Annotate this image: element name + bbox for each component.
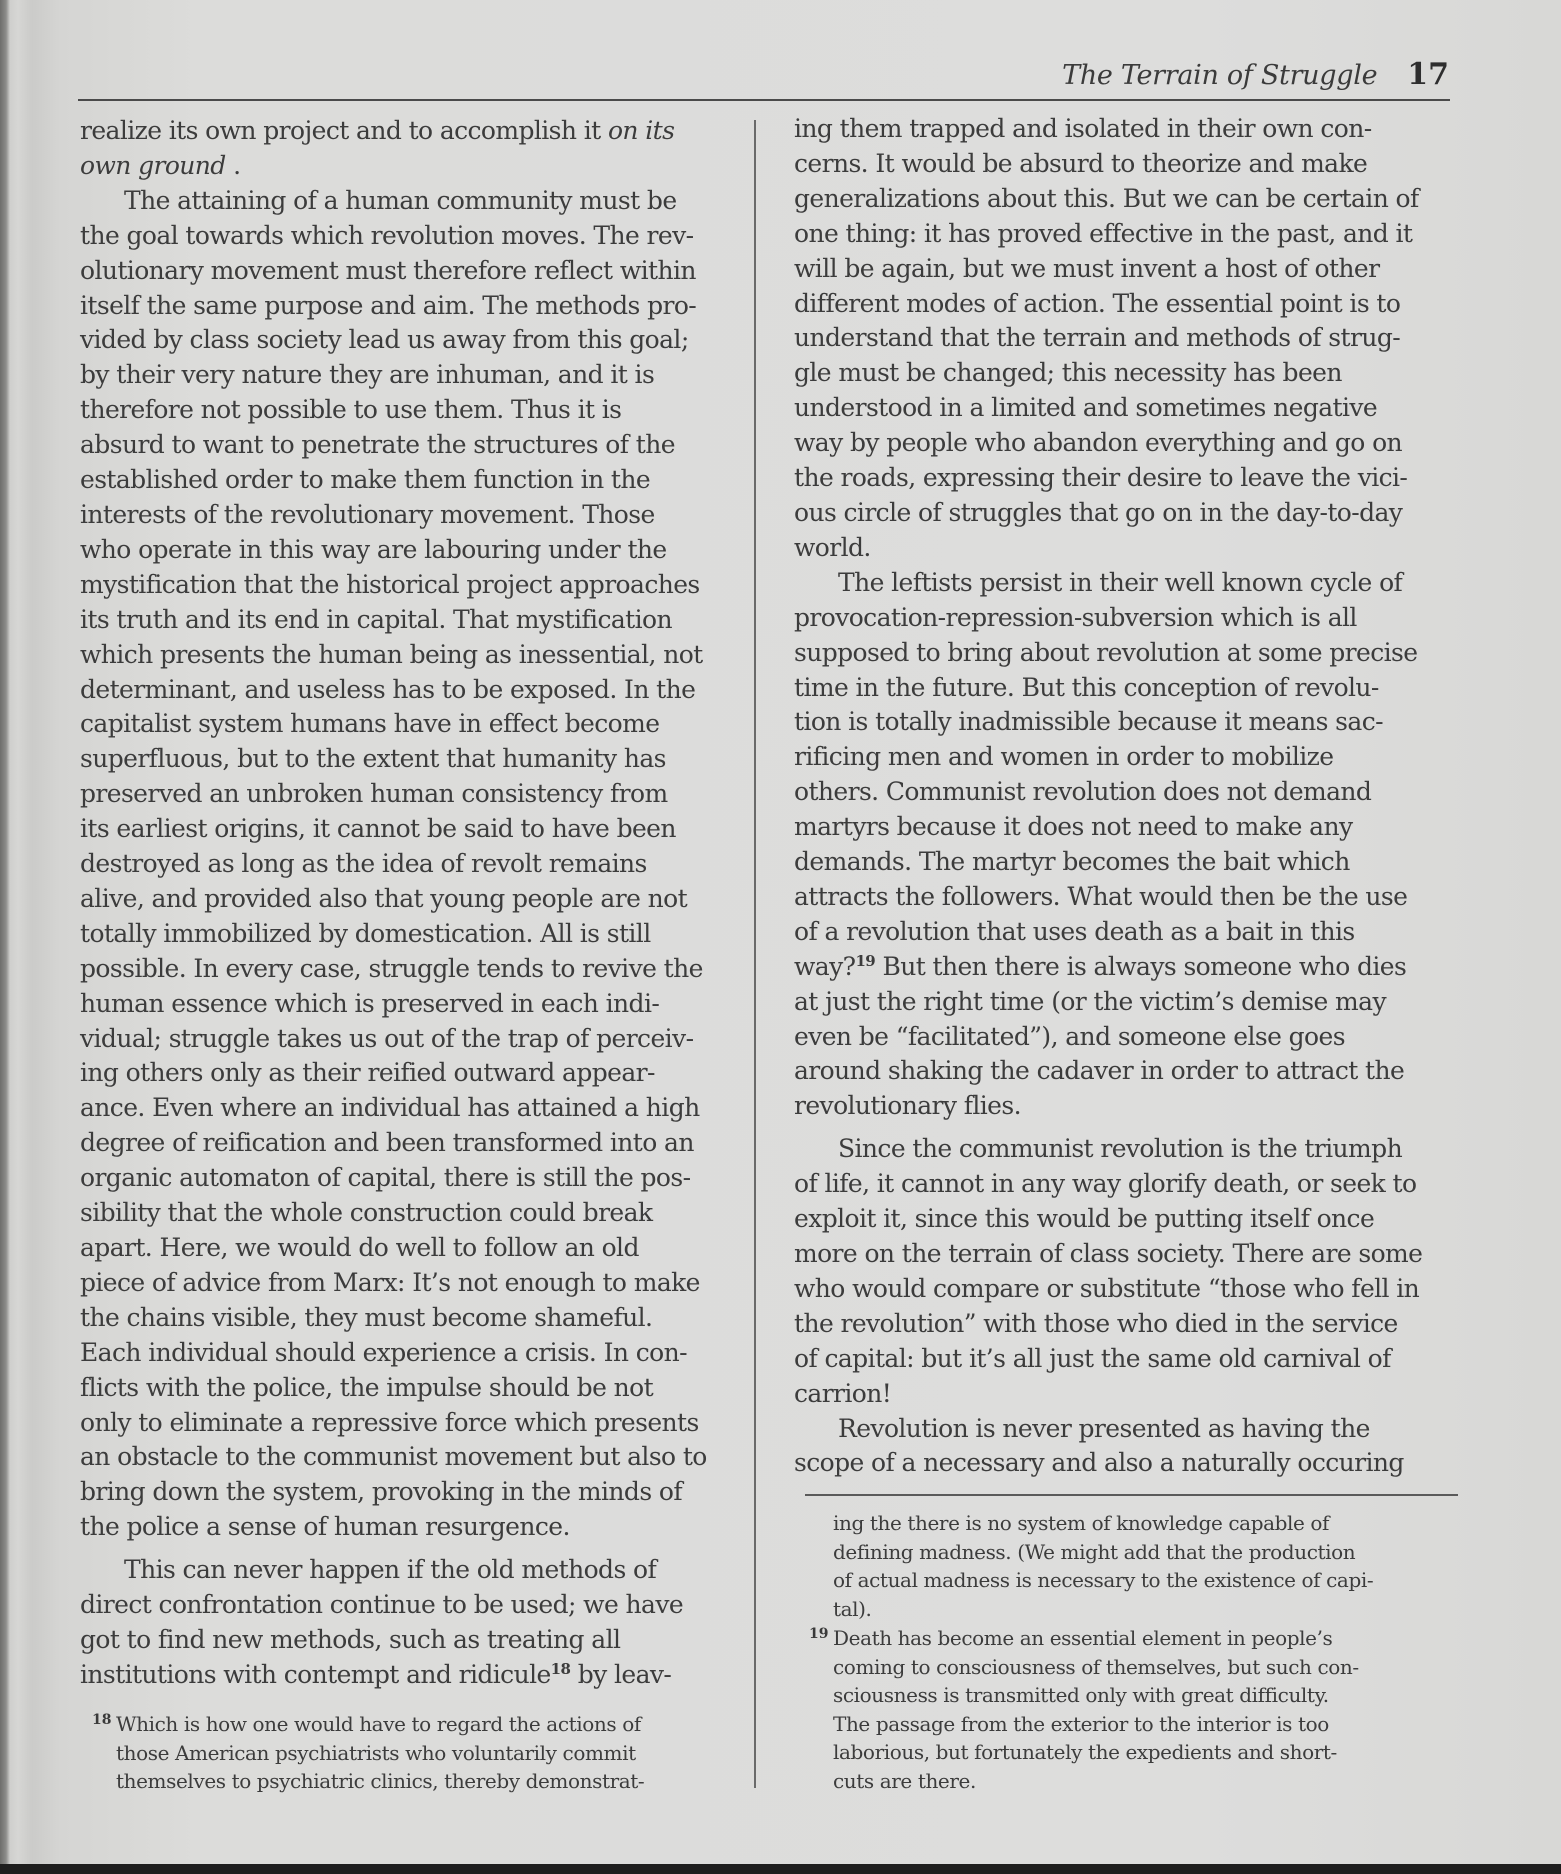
footnote-line: sciousness is transmitted only with great difficulty. <box>833 1683 1329 1708</box>
text-line <box>794 1446 1454 1481</box>
text-line <box>794 740 1454 775</box>
footnote-line: those American psychiatrists who voluntarily commit <box>116 1740 636 1765</box>
line-text: ing them trapped and isolated in their own con- <box>794 114 1372 143</box>
text-line <box>80 393 740 428</box>
footnote-reference[interactable]: 19 <box>855 951 876 970</box>
text-line <box>80 673 740 708</box>
line-text: scope of a necessary and also a naturally occuring <box>794 1448 1404 1478</box>
footnote-line: of actual madness is necessary to the existence of capi- <box>833 1568 1374 1593</box>
footnote-line: The passage from the exterior to the interior is too <box>833 1711 1329 1736</box>
text-line <box>80 254 740 289</box>
text-line <box>80 568 740 603</box>
text-line <box>794 705 1454 740</box>
line-text: will be again, but we must invent a host of other <box>794 253 1380 283</box>
text-line <box>794 182 1454 217</box>
line-text: totally immobilized by domestication. All is still <box>80 918 651 948</box>
text-line <box>794 287 1454 322</box>
right-column <box>794 112 1454 1481</box>
text-line <box>80 882 740 917</box>
line-text: by leav- <box>570 1659 672 1689</box>
line-text: its earliest origins, it cannot be said to have been <box>80 814 676 844</box>
footnote-line: tal). <box>833 1596 872 1621</box>
line-text: got to find new methods, such as treating all <box>80 1624 621 1654</box>
text-line <box>80 533 740 568</box>
text-line <box>794 461 1454 496</box>
line-text: vided by class society lead us away from this goal; <box>80 325 689 355</box>
column-divider <box>754 120 756 1788</box>
line-text: vidual; struggle takes us out of the trap of perceiv- <box>80 1023 694 1053</box>
text-line <box>794 915 1454 950</box>
line-text: ing others only as their reified outward appear- <box>80 1058 655 1088</box>
text-line <box>794 880 1454 915</box>
footnote-line: coming to consciousness of themselves, but such con- <box>833 1654 1359 1679</box>
line-text: one thing: it has proved effective in the past, and it <box>794 218 1413 248</box>
line-text: itself the same purpose and aim. The methods pro- <box>80 290 697 320</box>
text-line <box>80 1475 740 1510</box>
line-text: understand that the terrain and methods of strug- <box>794 323 1401 353</box>
line-text: institutions with contempt and ridicule <box>80 1659 551 1689</box>
line-text: established order to make them function in the <box>80 465 651 495</box>
text-line <box>80 638 740 673</box>
text-line <box>794 601 1454 636</box>
text-line <box>794 985 1454 1020</box>
text-line <box>80 289 740 324</box>
line-text: apart. Here, we would do well to follow an old <box>80 1233 639 1262</box>
line-text: way by people who abandon everything and go on <box>794 428 1403 458</box>
text-line <box>794 321 1454 356</box>
text-line <box>80 114 740 149</box>
footnote-line: themselves to psychiatric clinics, thereby demonstrat- <box>116 1769 645 1794</box>
line-text: Since the communist revolution is the triumph <box>838 1134 1403 1164</box>
text-line <box>80 428 740 463</box>
footnote-mark: 19 <box>809 1626 829 1642</box>
text-line <box>80 1126 740 1161</box>
line-text: of a revolution that uses death as a bait in this <box>794 916 1355 946</box>
line-text: absurd to want to penetrate the structures of the <box>80 430 675 460</box>
line-text: But then there is always someone who dies <box>875 951 1407 981</box>
text-line <box>80 812 740 847</box>
line-text: cerns. It would be absurd to theorize and make <box>794 148 1368 178</box>
text-line <box>80 1623 740 1658</box>
header-rule <box>78 99 1450 101</box>
text-line <box>80 1266 740 1301</box>
line-text: generalizations about this. But we can be certain of <box>794 183 1419 213</box>
text-line <box>80 1440 740 1475</box>
text-line <box>80 1231 740 1266</box>
text-line <box>794 845 1454 880</box>
line-text: the revolution” with those who died in the service <box>794 1308 1398 1338</box>
text-line <box>794 1020 1454 1055</box>
footnote-line: ing the there is no system of knowledge capable of <box>833 1511 1330 1535</box>
line-text: destroyed as long as the idea of revolt remains <box>80 849 647 879</box>
running-title: The Terrain of Struggle <box>1062 60 1378 91</box>
page-number: 17 <box>1407 57 1449 92</box>
line-text: . <box>225 150 241 180</box>
text-line <box>794 112 1454 147</box>
line-text: the roads, expressing their desire to leave the vici- <box>794 463 1408 493</box>
text-line <box>794 356 1454 391</box>
text-line <box>794 810 1454 845</box>
footnote-line: Which is how one would have to regard the actions of <box>116 1712 641 1736</box>
line-text: more on the terrain of class society. There are some <box>794 1239 1423 1268</box>
line-text: olutionary movement must therefore reflect within <box>80 255 696 285</box>
line-text: of capital: but it’s all just the same old carnival of <box>794 1343 1391 1373</box>
text-line <box>794 1342 1454 1377</box>
footnote-line: Death has become an essential element in people’s <box>833 1626 1333 1650</box>
line-text: tion is totally inadmissible because it means sac- <box>794 707 1383 737</box>
text-line <box>80 707 740 742</box>
text-line <box>794 252 1454 287</box>
line-text: gle must be changed; this necessity has been <box>794 358 1342 388</box>
line-text: superfluous, but to the extent that humanity has <box>80 744 666 774</box>
scan-bottom-edge <box>0 1864 1561 1874</box>
text-line <box>80 1056 740 1091</box>
text-line <box>794 426 1454 461</box>
text-line <box>80 1588 740 1623</box>
line-text: of life, it cannot in any way glorify death, or seek to <box>794 1169 1417 1199</box>
running-header <box>1062 57 1449 97</box>
footnote-line: defining madness. (We might add that the production <box>833 1539 1356 1564</box>
line-text: This can never happen if the old methods of <box>124 1555 657 1585</box>
text-line <box>794 1054 1454 1089</box>
text-line <box>794 391 1454 426</box>
text-line <box>794 636 1454 671</box>
line-text: capitalist system humans have in effect become <box>80 709 660 739</box>
line-text: provocation-repression-subversion which is all <box>794 602 1357 632</box>
line-text: who operate in this way are labouring under the <box>80 534 667 564</box>
line-text: by their very nature they are inhuman, and it is <box>80 360 655 390</box>
line-text: The leftists persist in their well known cycle of <box>838 567 1403 597</box>
text-line <box>80 1161 740 1196</box>
line-text: others. Communist revolution does not demand <box>794 777 1372 807</box>
text-line <box>80 1553 740 1588</box>
line-text: even be “facilitated”), and someone else goes <box>794 1021 1345 1051</box>
line-text: its truth and its end in capital. That mystification <box>80 604 672 634</box>
text-line <box>80 219 740 254</box>
text-line <box>794 671 1454 706</box>
footnote-separator <box>805 1494 1458 1496</box>
text-line <box>80 1406 740 1441</box>
text-line <box>80 1658 740 1693</box>
line-text: carrion! <box>794 1378 892 1408</box>
text-line <box>80 777 740 812</box>
line-text: realize its own project and to accomplish it <box>80 116 608 145</box>
line-text: way? <box>794 951 856 981</box>
line-text: world. <box>794 532 871 562</box>
text-line <box>80 603 740 638</box>
text-line <box>80 1091 740 1126</box>
line-text: an obstacle to the communist movement but also to <box>80 1442 707 1472</box>
line-text: only to eliminate a repressive force which presents <box>80 1407 699 1437</box>
line-text: degree of reification and been transformed into an <box>80 1128 694 1158</box>
line-text: possible. In every case, struggle tends to revive the <box>80 953 703 983</box>
line-text: mystification that the historical project approaches <box>80 569 700 599</box>
text-line <box>794 1412 1454 1447</box>
line-text: The attaining of a human community must be <box>124 185 677 215</box>
text-line <box>794 496 1454 531</box>
line-text: rificing men and women in order to mobilize <box>794 742 1334 772</box>
line-text: flicts with the police, the impulse should be not <box>80 1372 654 1402</box>
line-text: attracts the followers. What would then be the use <box>794 881 1408 911</box>
text-line <box>794 531 1454 566</box>
italic-text: on its <box>607 116 675 145</box>
line-text: the police a sense of human resurgence. <box>80 1512 570 1542</box>
line-text: ous circle of struggles that go on in the day-to-day <box>794 497 1403 527</box>
line-text: at just the right time (or the victim’s demise may <box>794 986 1386 1016</box>
text-line <box>80 323 740 358</box>
line-text: around shaking the cadaver in order to attract the <box>794 1056 1405 1086</box>
text-line <box>80 149 740 184</box>
text-line <box>80 1196 740 1231</box>
line-text: exploit it, since this would be putting itself once <box>794 1204 1375 1234</box>
line-text: the chains visible, they must become shameful. <box>80 1302 653 1332</box>
line-text: sibility that the whole construction could break <box>80 1198 653 1228</box>
text-line <box>80 463 740 498</box>
line-text: Revolution is never presented as having the <box>838 1413 1370 1443</box>
left-column <box>80 114 740 1693</box>
footnote-19 <box>809 1624 1359 1796</box>
line-text: direct confrontation continue to be used; we have <box>80 1590 684 1620</box>
line-text: understood in a limited and sometimes negative <box>794 393 1378 423</box>
text-line <box>80 1336 740 1371</box>
text-line <box>794 147 1454 182</box>
line-text: ance. Even where an individual has attained a high <box>80 1093 700 1123</box>
text-line <box>80 1022 740 1057</box>
line-text: Each individual should experience a crisis. In con- <box>80 1337 687 1367</box>
footnote-mark: 18 <box>92 1712 112 1728</box>
line-text: determinant, and useless has to be exposed. In the <box>80 674 696 704</box>
line-text: organic automaton of capital, there is still the pos- <box>80 1163 691 1193</box>
footnote-18-continuation <box>833 1509 1373 1623</box>
text-line <box>80 987 740 1022</box>
line-text: alive, and provided also that young people are not <box>80 883 688 913</box>
text-line <box>794 217 1454 252</box>
text-line <box>794 566 1454 601</box>
text-line <box>794 950 1454 985</box>
text-line <box>794 1272 1454 1307</box>
text-line <box>794 1202 1454 1237</box>
text-line <box>80 358 740 393</box>
text-line <box>80 1510 740 1545</box>
line-text: preserved an unbroken human consistency from <box>80 779 668 809</box>
line-text: revolutionary flies. <box>794 1091 1021 1121</box>
text-line <box>80 498 740 533</box>
line-text: the goal towards which revolution moves. The rev- <box>80 220 694 250</box>
line-text: different modes of action. The essential point is to <box>794 288 1401 318</box>
line-text: supposed to bring about revolution at some precise <box>794 637 1418 667</box>
text-line <box>80 1301 740 1336</box>
text-line <box>794 1089 1454 1124</box>
text-line <box>794 1132 1454 1167</box>
footnote-18 <box>92 1710 645 1796</box>
text-line <box>80 184 740 219</box>
line-text: demands. The martyr becomes the bait which <box>794 847 1350 877</box>
text-line <box>80 1371 740 1406</box>
text-line <box>794 1377 1454 1412</box>
text-line <box>794 1237 1454 1272</box>
text-line <box>794 775 1454 810</box>
text-line <box>794 1307 1454 1342</box>
line-text: which presents the human being as inessential, not <box>80 639 703 669</box>
footnote-reference[interactable]: 18 <box>550 1659 571 1678</box>
line-text: human essence which is preserved in each indi- <box>80 988 660 1018</box>
line-text: piece of advice from Marx: It’s not enough to make <box>80 1267 700 1297</box>
footnote-line: laborious, but fortunately the expedients and short- <box>833 1740 1337 1765</box>
italic-text: own ground <box>80 150 226 180</box>
line-text: therefore not possible to use them. Thus it is <box>80 395 622 425</box>
text-line <box>80 742 740 777</box>
text-line <box>80 952 740 987</box>
line-text: who would compare or substitute “those who fell in <box>794 1273 1420 1303</box>
footnote-line: cuts are there. <box>833 1768 976 1793</box>
line-text: bring down the system, provoking in the minds of <box>80 1477 683 1507</box>
line-text: time in the future. But this conception of revolu- <box>794 672 1379 702</box>
line-text: martyrs because it does not need to make any <box>794 812 1353 842</box>
line-text: interests of the revolutionary movement. Those <box>80 499 655 529</box>
text-line <box>80 847 740 882</box>
text-line <box>80 917 740 952</box>
text-line <box>794 1167 1454 1202</box>
